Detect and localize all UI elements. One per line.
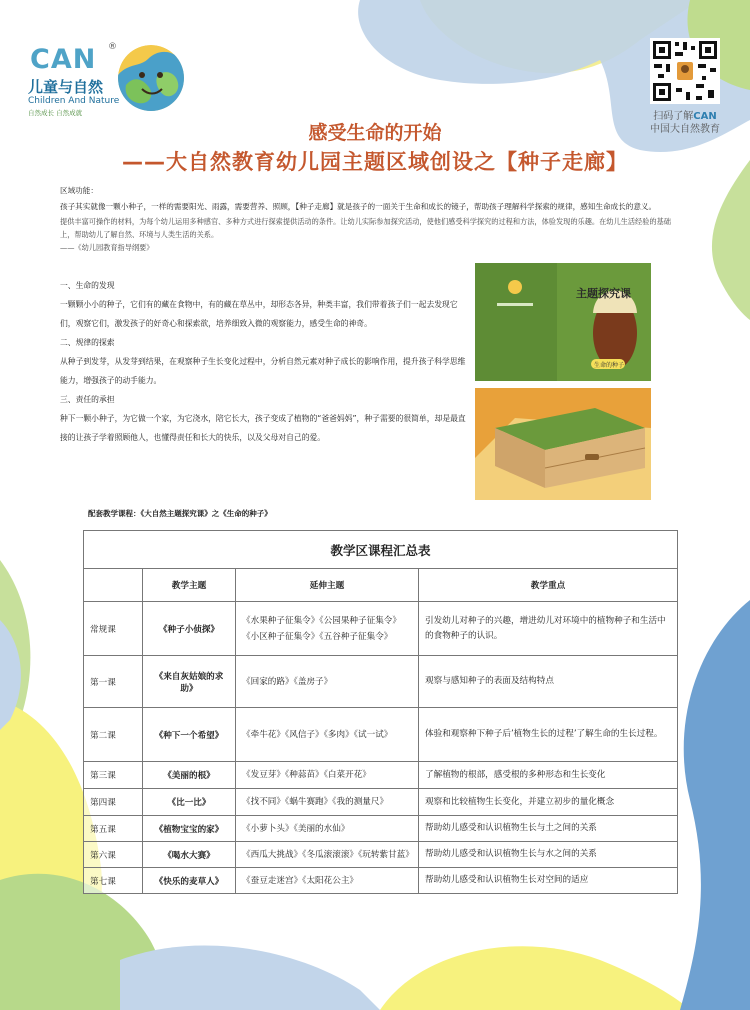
extension-cell (236, 816, 419, 842)
book-title: 主题探究课 (576, 287, 631, 300)
extension-cell (236, 602, 419, 656)
theme-cell: 《种子小侦探》 (143, 602, 236, 656)
logo-registered-mark: ® (108, 42, 117, 52)
extension-text: 《小萝卜头》《美丽的水仙》 (242, 823, 350, 834)
logo-name-cn: 儿童与自然 (28, 78, 104, 96)
earth-face-logo-icon (118, 45, 184, 111)
course-note: 配套教学课程：《大自然主题探究课》之《生命的种子》 (88, 509, 272, 518)
lesson-cell: 第二课 (84, 708, 143, 762)
table-header (84, 569, 143, 602)
focus-cell: 帮助幼儿感受和认识植物生长与水之间的关系 (419, 842, 678, 868)
intro-block (60, 183, 680, 254)
book-cover-image (475, 263, 651, 381)
can-logo (22, 44, 132, 124)
section-heading: 三、责任的承担 (60, 395, 115, 404)
table-header: 延伸主题 (236, 569, 419, 602)
focus-cell: 帮助幼儿感受和认识植物生长对空间的适应 (419, 868, 678, 894)
lesson-cell: 第七课 (84, 868, 143, 894)
extension-text: 《西瓜大挑战》《冬瓜滚滚滚》《玩转紫甘蓝》 (242, 849, 414, 860)
lesson-cell: 常规课 (84, 602, 143, 656)
extension-text: 《水果种子征集令》《公园果种子征集令》《小区种子征集令》《五谷种子征集令》 (242, 615, 401, 642)
book-badge: 生命的种子 (594, 362, 625, 369)
lesson-cell: 第五课 (84, 816, 143, 842)
table-row (84, 868, 678, 894)
theme-cell: 《喝水大赛》 (143, 842, 236, 868)
table-header-row (84, 569, 678, 602)
table-row (84, 789, 678, 816)
extension-text: 《牵牛花》《风信子》《多肉》《试一试》 (242, 729, 393, 740)
logo-brand: CAN (30, 44, 97, 75)
lesson-cell: 第三课 (84, 762, 143, 789)
theme-cell: 《快乐的麦草人》 (143, 868, 236, 894)
extension-cell (236, 868, 419, 894)
section-text: 从种子到发芽，从发芽到结果，在观察种子生长变化过程中，分析自然元素对种子成长的影响作用，提升孩子科学思维能力，增强孩子的动手能力。 (60, 357, 466, 385)
right-green-blob (712, 160, 750, 320)
logo-slogan: 自然成长 自然成就 (28, 109, 83, 117)
right-deep-blue-blob (680, 600, 750, 1010)
theme-cell: 《比一比》 (143, 789, 236, 816)
bottom-right-yellow-blob (380, 946, 690, 1010)
course-summary-table (83, 530, 678, 894)
theme-cell: 《美丽的根》 (143, 762, 236, 789)
extension-cell (236, 762, 419, 789)
logo-name-en: Children And Nature (28, 96, 120, 106)
page-title: 感受生命的开始 (308, 122, 442, 144)
focus-cell: 体验和观察种下种子后’植物生长的过程’了解生命的生长过程。 (419, 708, 678, 762)
qr-caption-prefix: 扫码了解 (653, 111, 694, 122)
theme-cell: 《来自灰姑娘的求助》 (143, 656, 236, 708)
focus-cell: 观察和比较植物生长变化，并建立初步的量化概念 (419, 789, 678, 816)
table-row (84, 842, 678, 868)
theme-cell: 《植物宝宝的家》 (143, 816, 236, 842)
intro-quote-source: ——《幼儿园教育指导纲要》 (60, 243, 154, 252)
section-heading: 二、规律的探索 (60, 338, 115, 347)
table-row (84, 708, 678, 762)
section-text: 一颗颗小小的种子，它们有的藏在食物中，有的藏在草丛中，却形态各异，种类丰富，我们带着孩子们一起去发现它们，观察它们，激发孩子的好奇心和探索欲，培养细致入微的观察能力，感受生命的神奇。 (60, 300, 458, 328)
lesson-cell: 第一课 (84, 656, 143, 708)
table-row (84, 656, 678, 708)
qr-code-icon[interactable] (650, 38, 720, 104)
extension-text: 《蚕豆走迷宫》《太阳花公主》 (242, 875, 359, 886)
extension-text: 《回家的路》《盖房子》 (242, 676, 333, 687)
focus-cell: 了解植物的根部，感受根的多种形态和生长变化 (419, 762, 678, 789)
bottom-center-blue-blob (120, 946, 380, 1010)
intro-paragraph: 孩子其实就像一颗小种子，一样的需要阳光、雨露，需要营养、照顾，【种子走廊】就是孩子的一面关于生命和成长的镜子，帮助孩子理解科学探索的规律，感知生命成长的意义。 (60, 202, 657, 211)
page-subtitle: ——大自然教育幼儿园主题区域创设之【种子走廊】 (122, 150, 628, 174)
table-header: 教学主题 (143, 569, 236, 602)
extension-cell (236, 842, 419, 868)
extension-text: 《找不同》《蜗牛赛跑》《我的测量尺》 (242, 797, 389, 807)
sections-block (60, 276, 470, 447)
focus-cell: 观察与感知种子的表面及结构特点 (419, 656, 678, 708)
section-heading: 一、生命的发现 (60, 281, 115, 290)
focus-cell: 引发幼儿对种子的兴趣，增进幼儿对环境中的植物种子和生活中的食物种子的认识。 (419, 602, 678, 656)
lesson-cell: 第四课 (84, 789, 143, 816)
qr-caption-line2: 中国大自然教育 (650, 124, 720, 135)
table-header: 教学重点 (419, 569, 678, 602)
theme-cell: 《种下一个希望》 (143, 708, 236, 762)
table-row (84, 602, 678, 656)
section-text: 种下一颗小种子，为它做一个家，为它浇水，陪它长大，孩子变成了植物的“爸爸妈妈”，种子需要的很简单，却是最直接的让孩子学着照顾他人，也懂得责任和长大的快乐，以及父母对自己的爱。 (60, 414, 466, 442)
kit-box-image (475, 388, 651, 500)
qr-caption-brand: CAN (693, 111, 717, 122)
extension-text: 《发豆芽》《种蒜苗》《白菜开花》 (242, 770, 371, 780)
focus-cell: 帮助幼儿感受和认识植物生长与土之间的关系 (419, 816, 678, 842)
extension-cell (236, 656, 419, 708)
table-row (84, 762, 678, 789)
intro-quote: 提供丰富可操作的材料，为每个幼儿运用多种感官、多种方式进行探索提供活动的条件。让幼儿实际参加探究活动，使他们感受科学探究的过程和方法，体验发现的乐趣。在幼儿生活经验的基础上，帮助幼儿了解自然、环境与人类生活的关系。 (60, 217, 671, 239)
intro-heading: 区域功能： (60, 186, 98, 195)
extension-cell (236, 789, 419, 816)
table-caption: 教学区课程汇总表 (84, 531, 678, 569)
lesson-cell: 第六课 (84, 842, 143, 868)
extension-cell (236, 708, 419, 762)
table-row (84, 816, 678, 842)
